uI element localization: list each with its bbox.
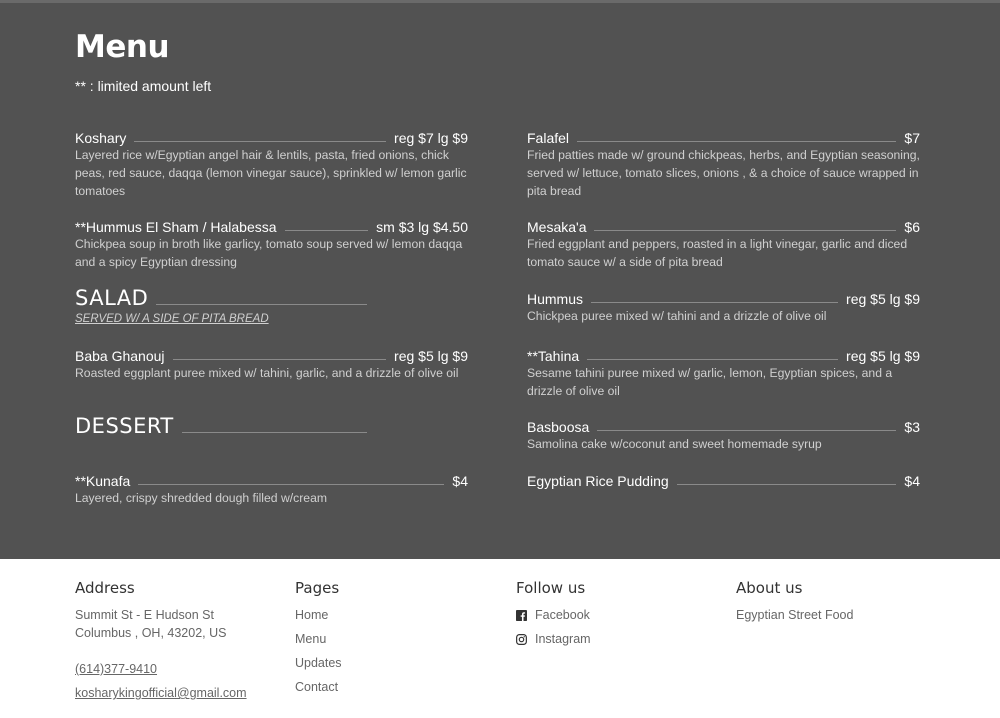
footer-pages (295, 579, 475, 699)
leader-line (594, 230, 896, 231)
footer-link-contact[interactable]: Contact (295, 680, 339, 694)
menu-item-koshary (75, 128, 468, 200)
section-title: SALAD (75, 286, 149, 310)
phone-link[interactable]: (614)377-9410 (75, 662, 158, 676)
email-link[interactable]: kosharykingofficial@gmail.com (75, 686, 247, 700)
footer-address (75, 579, 275, 702)
footer-link-home[interactable]: Home (295, 608, 329, 622)
item-price: $4 (904, 473, 920, 489)
item-name: Mesaka'a (527, 219, 587, 235)
leader-line (577, 141, 896, 142)
leader-line (677, 484, 897, 485)
item-description: Roasted eggplant puree mixed w/ tahini, garlic, and a drizzle of olive oil (75, 366, 459, 380)
leader-line (156, 304, 367, 305)
item-name: **Tahina (527, 348, 580, 364)
menu-item-hummus-el-sham (75, 217, 468, 271)
menu-item-mesakaa (527, 217, 920, 271)
item-description: Samolina cake w/coconut and sweet homemade syrup (527, 437, 822, 451)
facebook-link[interactable] (516, 603, 696, 627)
leader-line (182, 432, 367, 433)
menu-note: ** : limited amount left (75, 78, 212, 94)
item-description: Layered rice w/Egyptian angel hair & lentils, pasta, fried onions, chick peas, red sauce, daqqa (lemon vinegar sauce), sprinkled w/ lemon garlic tomatoes (75, 148, 467, 198)
item-name: Koshary (75, 130, 127, 146)
footer-follow (516, 579, 696, 651)
leader-line (587, 359, 838, 360)
leader-line (591, 302, 838, 303)
address-line2: Columbus , OH, 43202, US (75, 626, 227, 640)
menu-item-kunafa (75, 471, 468, 507)
about-text: Egyptian Street Food (736, 608, 854, 622)
menu-item-rice-pudding (527, 471, 920, 489)
menu-item-falafel (527, 128, 920, 200)
pages-heading: Pages (295, 579, 340, 597)
menu-item-basboosa (527, 417, 920, 453)
item-name: Egyptian Rice Pudding (527, 473, 669, 489)
menu-item-baba-ghanouj (75, 346, 468, 382)
item-price: reg $5 lg $9 (846, 348, 920, 364)
item-name: Falafel (527, 130, 570, 146)
item-price: $3 (904, 419, 920, 435)
instagram-link[interactable] (516, 627, 696, 651)
follow-heading: Follow us (516, 579, 586, 597)
menu-title: Menu (75, 29, 170, 65)
item-name: Baba Ghanouj (75, 348, 165, 364)
footer (0, 559, 1000, 718)
item-price: reg $5 lg $9 (394, 348, 468, 364)
dessert-heading (75, 414, 367, 438)
leader-line (173, 359, 387, 360)
item-name: **Kunafa (75, 473, 131, 489)
facebook-label: Facebook (535, 608, 590, 622)
facebook-icon (516, 610, 527, 621)
menu-item-hummus (527, 289, 920, 325)
item-description: Fried eggplant and peppers, roasted in a light vinegar, garlic and diced tomato sauce w/ a side of pita bread (527, 237, 908, 269)
item-name: Basboosa (527, 419, 590, 435)
item-name: **Hummus El Sham / Halabessa (75, 219, 277, 235)
item-price: $6 (904, 219, 920, 235)
item-price: $4 (452, 473, 468, 489)
leader-line (134, 141, 386, 142)
address-line1: Summit St - E Hudson St (75, 608, 214, 622)
item-price: sm $3 lg $4.50 (376, 219, 468, 235)
footer-link-menu[interactable]: Menu (295, 632, 327, 646)
leader-line (138, 484, 444, 485)
footer-about (736, 579, 936, 624)
section-title: DESSERT (75, 414, 174, 438)
leader-line (285, 230, 369, 231)
item-price: $7 (904, 130, 920, 146)
menu-item-tahina (527, 346, 920, 400)
item-description: Sesame tahini puree mixed w/ garlic, lemon, Egyptian spices, and a drizzle of olive oil (527, 366, 893, 398)
leader-line (597, 430, 896, 431)
item-description: Layered, crispy shredded dough filled w/cream (75, 491, 328, 505)
salad-heading (75, 286, 367, 310)
instagram-icon (516, 634, 527, 645)
instagram-label: Instagram (535, 632, 591, 646)
item-price: reg $7 lg $9 (394, 130, 468, 146)
item-description: Fried patties made w/ ground chickpeas, herbs, and Egyptian seasoning, served w/ lettuce, tomato slices, onions , & a choice of sauce wrapped in pita bread (527, 148, 920, 198)
salad-subtitle: SERVED W/ A SIDE OF PITA BREAD (75, 313, 269, 325)
about-heading: About us (736, 579, 803, 597)
item-description: Chickpea puree mixed w/ tahini and a drizzle of olive oil (527, 309, 827, 323)
item-price: reg $5 lg $9 (846, 291, 920, 307)
footer-link-updates[interactable]: Updates (295, 656, 342, 670)
address-heading: Address (75, 579, 135, 597)
item-name: Hummus (527, 291, 584, 307)
item-description: Chickpea soup in broth like garlicy, tomato soup served w/ lemon daqqa and a spicy Egyptian dressing (75, 237, 463, 269)
